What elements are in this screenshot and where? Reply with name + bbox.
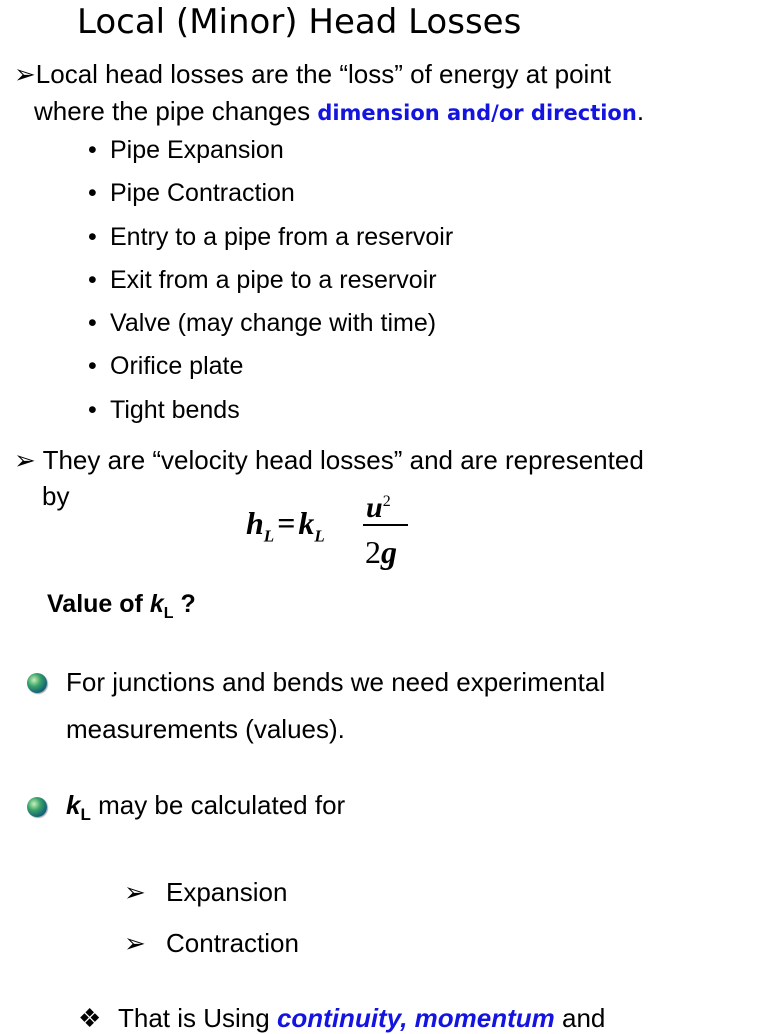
point-2-text: may be calculated for: [90, 790, 346, 820]
list-item: [88, 222, 453, 252]
last-line: [78, 1002, 605, 1034]
sub-item-label: Contraction: [166, 928, 299, 958]
arrow-bullet-icon: ➢: [124, 877, 146, 907]
list-item: [88, 308, 436, 338]
diamond-bullet-icon: ❖: [78, 1003, 102, 1033]
formula-k-sub: L: [314, 526, 325, 546]
point-2: [66, 789, 345, 831]
list-item: [88, 351, 243, 381]
point-2-sub: L: [80, 805, 91, 825]
bullet-icon: •: [88, 309, 97, 337]
list-item: [88, 395, 240, 425]
green-sphere-bullet-icon: [27, 797, 47, 817]
formula-numerator: [366, 484, 391, 526]
intro-highlight: dimension and/or direction: [317, 101, 637, 125]
kl-heading-suffix: ?: [173, 590, 196, 618]
momentum-highlight: momentum: [414, 1003, 555, 1033]
velocity-text-1: They are “velocity head losses” and are represented: [42, 445, 644, 475]
list-item-label: Entry to a pipe from a reservoir: [110, 223, 454, 251]
list-item: [88, 265, 437, 295]
formula-lhs: [246, 503, 325, 556]
list-item-label: Orifice plate: [110, 352, 244, 380]
point-1-line-1: For junctions and bends we need experimental: [66, 667, 606, 697]
kl-heading-prefix: Value of: [47, 590, 150, 618]
velocity-line-1: [14, 444, 644, 476]
continuity-highlight: continuity: [276, 1003, 401, 1033]
arrow-bullet-icon: ➢: [14, 59, 36, 89]
last-line-prefix: That is Using: [118, 1003, 277, 1033]
formula-g: g: [381, 534, 397, 570]
arrow-bullet-icon: ➢: [124, 928, 146, 958]
kl-heading-sub: L: [163, 605, 174, 622]
intro-line-1: [14, 58, 611, 90]
bullet-icon: •: [88, 266, 97, 294]
intro-text-2: where the pipe changes: [34, 96, 318, 126]
formula-two: 2: [365, 534, 381, 570]
point-2-var: k: [66, 790, 81, 820]
sub-item-contraction: [124, 927, 299, 959]
list-item-label: Valve (may change with time): [110, 309, 437, 337]
bullet-icon: •: [88, 136, 97, 164]
last-line-suffix: and: [554, 1003, 606, 1033]
list-item-label: Exit from a pipe to a reservoir: [110, 266, 437, 294]
green-sphere-bullet-icon: [27, 673, 47, 693]
kl-heading-var: k: [149, 590, 164, 618]
formula-h: h: [246, 505, 264, 541]
bullet-icon: •: [88, 352, 97, 380]
formula-u-sup: 2: [382, 493, 391, 510]
formula-h-sub: L: [263, 526, 275, 546]
list-item: [88, 178, 295, 208]
formula-k: k: [298, 505, 315, 541]
formula-equals: =: [277, 505, 296, 541]
list-item: [88, 135, 284, 165]
sub-item-expansion: [124, 876, 287, 908]
last-line-sep: ,: [400, 1003, 415, 1033]
kl-heading: [47, 588, 196, 630]
formula-u: u: [366, 491, 383, 524]
point-1-line-2: measurements (values).: [66, 714, 345, 744]
bullet-icon: •: [88, 223, 97, 251]
bullet-icon: •: [88, 396, 97, 424]
intro-line-2: [34, 95, 644, 129]
velocity-text-2: by: [42, 481, 70, 511]
intro-text-1: Local head losses are the “loss” of energy at point: [35, 59, 612, 89]
list-item-label: Pipe Expansion: [110, 136, 284, 164]
list-item-label: Pipe Contraction: [110, 179, 295, 207]
bullet-icon: •: [88, 179, 97, 207]
fraction-bar: [363, 524, 408, 526]
formula-denominator: [365, 532, 397, 572]
list-item-label: Tight bends: [110, 396, 240, 424]
sub-item-label: Expansion: [166, 877, 288, 907]
page-title: Local (Minor) Head Losses: [77, 2, 522, 42]
intro-suffix: .: [636, 96, 645, 126]
arrow-bullet-icon: ➢: [14, 445, 36, 475]
